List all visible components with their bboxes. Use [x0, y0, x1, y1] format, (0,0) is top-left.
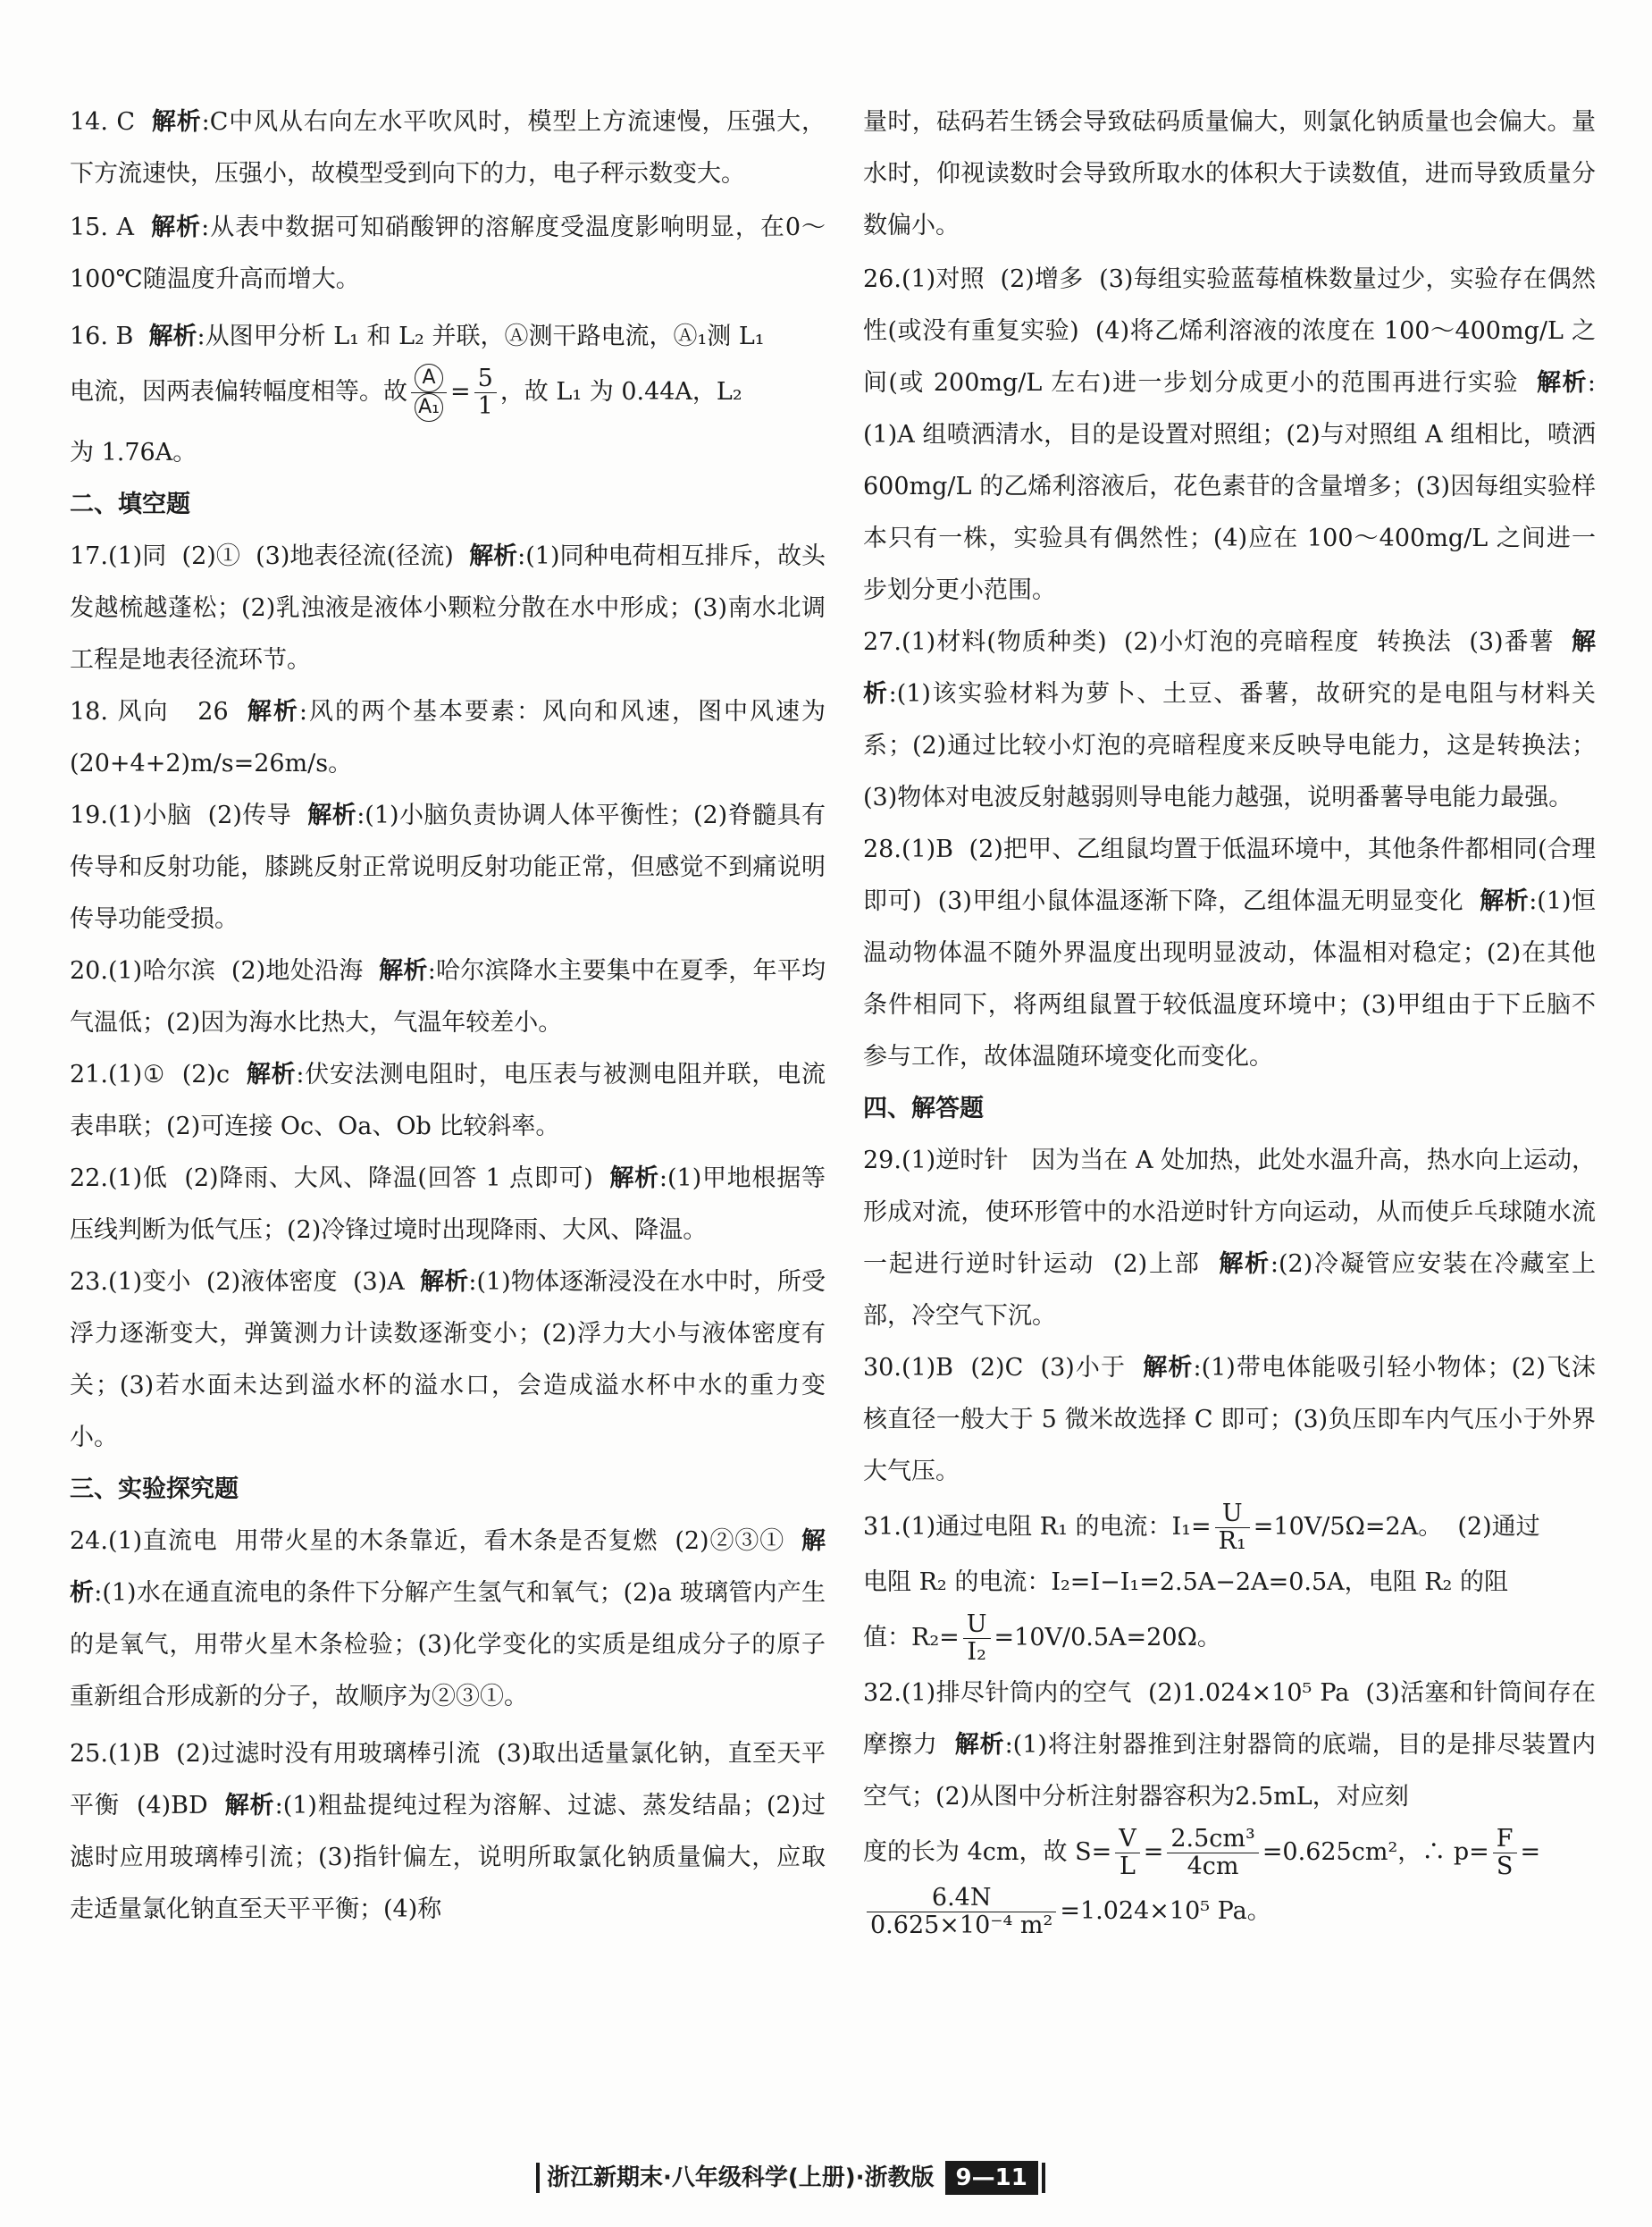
answer-14: 14. C 解析:C中风从右向左水平吹风时，模型上方流速慢，压强大，下方流速快，压强小，故模型受到向下的力，电子秤示数变大。: [70, 108, 826, 188]
answer-25: 25.(1)B (2)过滤时没有用玻璃棒引流 (3)取出适量氯化钠，直至天平平衡 (4)BD 解析:(1)粗盐提纯过程为溶解、过滤、蒸发结晶；(2)过滤时应用玻璃棒引流；(3)指针偏左，说明所取氯化钠质量偏大，应取走适量氯化钠直至天平平衡；(4)称: [70, 1740, 826, 1923]
answer-20: 20.(1)哈尔滨 (2)地处沿海 解析:哈尔滨降水主要集中在夏季，年平均气温低；(2)因为海水比热大，气温年较差小。: [70, 957, 826, 1037]
answer-25-continued: 量时，砝码若生锈会导致砝码质量偏大，则氯化钠质量也会偏大。量水时，仰视读数时会导致所取水的体积大于读数值，进而导致质量分数偏小。: [863, 108, 1596, 240]
answer-26: 26.(1)对照 (2)增多 (3)每组实验蓝莓植株数量过少，实验存在偶然性(或没有重复实验) (4)将乙烯利溶液的浓度在 100～400mg/L 之间(或 200mg/L 左右)进一步划分成更小的范围再进行实验 解析:(1)A 组喷洒清水，目的是设置对照组；(2)与对照组 A 组相比，喷洒 600mg/L 的乙烯利溶液后，花色素苷的含量增多；(3)因每组实验样本只有一株，实验具有偶然性；(4)应在 100～400mg/L 之间进一步划分更小范围。: [863, 265, 1596, 604]
section-experiment: 三、实验探究题: [70, 1475, 239, 1503]
answer-31-line3: 值：R₂= $\frac{U}{\text{I₂}}$ =10V/0.5A=20Ω。: [863, 1610, 1221, 1666]
answer-16: 16. B 解析:从图甲分析 L₁ 和 L₂ 并联，Ⓐ测干路电流，Ⓐ₁测 L₁: [70, 323, 765, 350]
answer-28: 28.(1)B (2)把甲、乙组鼠均置于低温环境中，其他条件都相同(合理即可) (3)甲组小鼠体温逐渐下降，乙组体温无明显变化 解析:(1)恒温动物体温不随外界温度出现明显波动，体温相对稳定；(2)在其他条件相同下，将两组鼠置于较低温度环境中；(3)甲组由于下丘脑不参与工作，故体温随环境变化而变化。: [863, 836, 1597, 1071]
answer-31-line2: 电阻 R₂ 的电流：I₂=I−I₁=2.5A−2A=0.5A，电阻 R₂ 的阻: [863, 1568, 1508, 1596]
answer-18: 18. 风向 26 解析:风的两个基本要素：风向和风速，图中风速为(20+4+2)m/s=26m/s。: [70, 698, 826, 777]
footer-bar-right: [1042, 2163, 1045, 2193]
page-footer: [536, 2160, 1045, 2196]
answer-30: 30.(1)B (2)C (3)小于 解析:(1)带电体能吸引轻小物体；(2)飞沫核直径一般大于 5 微米故选择 C 即可；(3)负压即车内气压小于外界大气压。: [863, 1354, 1597, 1485]
page-number: 9—11: [945, 2161, 1038, 2195]
answer-21: 21.(1)① (2)c 解析:伏安法测电阻时，电压表与被测电阻并联，电流表串联；(2)可连接 Oc、Oa、Ob 比较斜率。: [70, 1061, 826, 1140]
left-column: [70, 97, 826, 1936]
answer-23: 23.(1)变小 (2)液体密度 (3)A 解析:(1)物体逐渐浸没在水中时，所受浮力逐渐变大，弹簧测力计读数逐渐变小；(2)浮力大小与液体密度有关；(3)若水面未达到溢水杯的溢水口，会造成溢水杯中水的重力变小。: [70, 1268, 826, 1451]
answer-16-formula: 电流，因两表偏转幅度相等。故 $\frac{A}{\text{A₁}}$ = $\frac{5}{1}$ ，故 L₁ 为 0.44A，L₂: [70, 365, 742, 420]
answer-32-result: $\frac{6.4N}{\text{0.625×10⁻⁴ m²}}$ =1.024×10⁵ Pa。: [863, 1882, 1596, 1941]
section-fill-blank: 二、填空题: [70, 491, 190, 518]
answer-27: 27.(1)材料(物质种类) (2)小灯泡的亮暗程度 转换法 (3)番薯 解析:(1)该实验材料为萝卜、土豆、番薯，故研究的是电阻与材料关系；(2)通过比较小灯泡的亮暗程度来反映导电能力，这是转换法；(3)物体对电波反射越弱则导电能力越强，说明番薯导电能力最强。: [863, 628, 1597, 811]
answer-32-formula: 度的长为 4cm，故 S= $\frac{V}{L}$ = $\frac{\text{2.5cm³}}{4cm}$ =0.625cm²，∴ p= $\frac{F}{S}$ =: [863, 1825, 1541, 1880]
footer-title: 浙江新期末·八年级科学(上册)·浙教版: [547, 2164, 935, 2191]
section-solution: 四、解答题: [863, 1095, 984, 1122]
answer-24: 24.(1)直流电 用带火星的木条靠近，看木条是否复燃 (2)②③① 解析:(1)水在通直流电的条件下分解产生氢气和氧气；(2)a 玻璃管内产生的是氧气，用带火星木条检验；(3)化学变化的实质是组成分子的原子重新组合形成新的分子，故顺序为②③①。: [70, 1527, 826, 1710]
answer-17: 17.(1)同 (2)① (3)地表径流(径流) 解析:(1)同种电荷相互排斥，故头发越梳越蓬松；(2)乳浊液是液体小颗粒分散在水中形成；(3)南水北调工程是地表径流环节。: [70, 542, 826, 674]
answer-16-end: 为 1.76A。: [70, 439, 197, 466]
answer-15: 15. A 解析:从表中数据可知硝酸钾的溶解度受温度影响明显，在0～100℃随温度升高而增大。: [70, 214, 826, 293]
right-column: [863, 97, 1596, 1941]
footer-bar-left: [536, 2163, 540, 2193]
ammeter-ratio: $\frac{A}{\text{A₁}}$: [411, 364, 447, 422]
answer-31-line1: 31.(1)通过电阻 R₁ 的电流：I₁= $\frac{U}{\text{R₁}}$ =10V/5Ω=2A。 (2)通过: [863, 1500, 1540, 1555]
answer-22: 22.(1)低 (2)降雨、大风、降温(回答 1 点即可) 解析:(1)甲地根据等压线判断为低气压；(2)冷锋过境时出现降雨、大风、降温。: [70, 1164, 826, 1244]
answer-19: 19.(1)小脑 (2)传导 解析:(1)小脑负责协调人体平衡性；(2)脊髓具有传导和反射功能，膝跳反射正常说明反射功能正常，但感觉不到痛说明传导功能受损。: [70, 802, 826, 933]
answer-29: 29.(1)逆时针 因为当在 A 处加热，此处水温升高，热水向上运动，形成对流，使环形管中的水沿逆时针方向运动，从而使乒乓球随水流一起进行逆时针运动 (2)上部 解析:(2)冷凝管应安装在冷藏室上部，冷空气下沉。: [863, 1147, 1597, 1330]
answer-32: 32.(1)排尽针筒内的空气 (2)1.024×10⁵ Pa (3)活塞和针筒间存在摩擦力 解析:(1)将注射器推到注射器筒的底端，目的是排尽装置内空气；(2)从图中分析注射器容积为2.5mL，对应刻: [863, 1679, 1596, 1811]
